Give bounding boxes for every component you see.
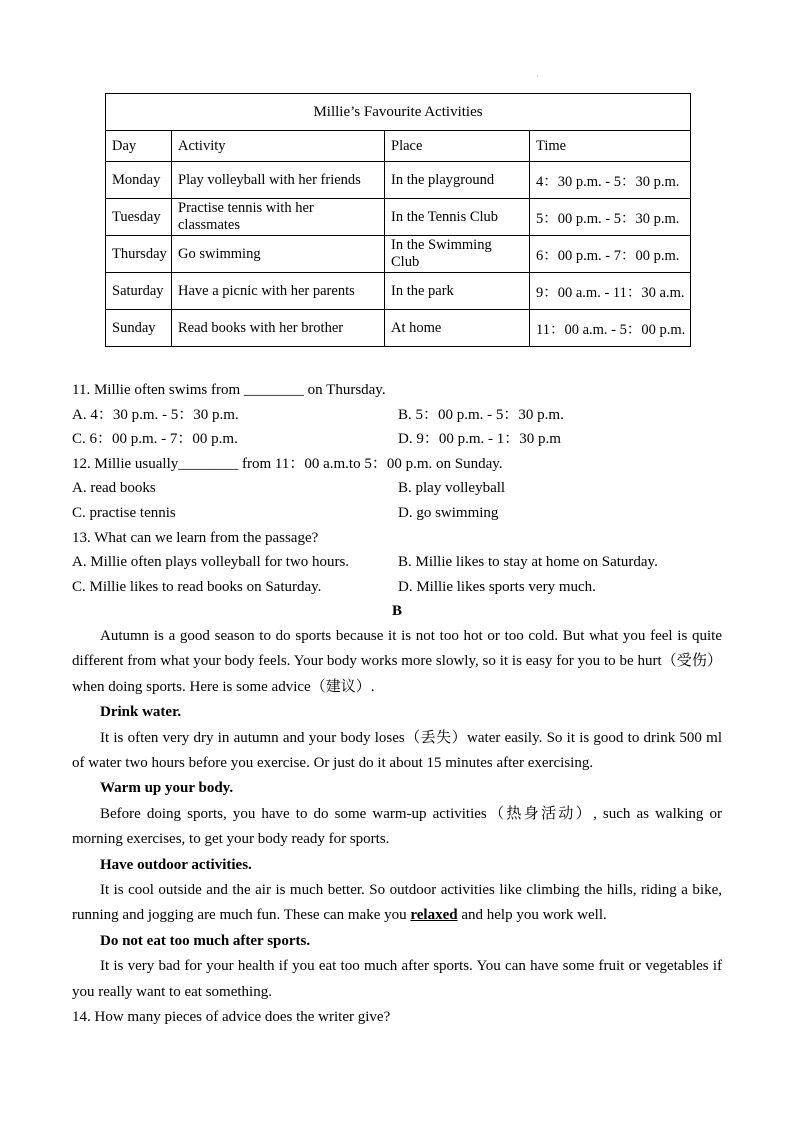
table-row-sunday xyxy=(106,310,691,347)
question-12-option-d: D. go swimming xyxy=(398,504,499,521)
table-cell: Go swimming xyxy=(172,236,385,273)
table-cell: In the park xyxy=(385,273,530,310)
table-header-day: Day xyxy=(106,131,172,162)
question-13-option-b: B. Millie likes to stay at home on Saturday. xyxy=(398,554,658,571)
table-cell: Monday xyxy=(106,162,172,199)
table-cell: 6：00 p.m. - 7：00 p.m. xyxy=(530,236,691,273)
question-11-option-d: D. 9：00 p.m. - 1：30 p.m xyxy=(398,431,561,448)
table-cell: Thursday xyxy=(106,236,172,273)
table-row-monday xyxy=(106,162,691,199)
table-cell: 4：30 p.m. - 5：30 p.m. xyxy=(530,162,691,199)
tip-body-warm-up: Before doing sports, you have to do some warm-up activities（热身活动）, such as walking or morning exercises, to get your body ready for sports. xyxy=(72,805,722,848)
question-13-option-c: C. Millie likes to read books on Saturday. xyxy=(72,578,322,595)
table-header-time: Time xyxy=(530,131,691,162)
table-cell: At home xyxy=(385,310,530,347)
tip-body-outdoor xyxy=(72,878,722,929)
question-13-stem: 13. What can we learn from the passage? xyxy=(72,529,319,546)
table-header-row xyxy=(106,131,691,162)
table-row-saturday xyxy=(106,273,691,310)
table-title: Millie’s Favourite Activities xyxy=(106,94,691,131)
table-cell: Play volleyball with her friends xyxy=(172,162,385,199)
table-header-place: Place xyxy=(385,131,530,162)
question-12-option-c: C. practise tennis xyxy=(72,504,176,521)
table-cell: Practise tennis with her classmates xyxy=(172,199,385,236)
question-13-options-ab xyxy=(72,550,722,575)
reading-passage-b xyxy=(72,624,722,1031)
questions-section xyxy=(72,378,722,599)
question-12-option-b: B. play volleyball xyxy=(398,480,506,497)
table-cell: Tuesday xyxy=(106,199,172,236)
question-12-options-cd xyxy=(72,501,722,526)
tip-body-outdoor-after: and help you work well. xyxy=(457,907,607,924)
question-13-option-a: A. Millie often plays volleyball for two hours. xyxy=(72,554,350,571)
question-13-option-d: D. Millie likes sports very much. xyxy=(398,578,596,595)
question-13-options-cd xyxy=(72,575,722,600)
tip-heading-do-not-eat: Do not eat too much after sports. xyxy=(100,932,311,949)
table-cell: In the Tennis Club xyxy=(385,199,530,236)
question-11-option-a: A. 4：30 p.m. - 5：30 p.m. xyxy=(72,406,239,423)
tip-body-outdoor-before: It is cool outside and the air is much better. So outdoor activities like climbing the hills, riding a bike, running and jogging are much fun. These can make you xyxy=(72,882,722,924)
table-cell: Sunday xyxy=(106,310,172,347)
table-row-thursday xyxy=(106,236,691,273)
table-cell: In the Swimming Club xyxy=(385,236,530,273)
activities-table xyxy=(105,93,691,347)
table-row-tuesday xyxy=(106,199,691,236)
stray-mark: · xyxy=(536,72,540,83)
question-12-option-a: A. read books xyxy=(72,480,156,497)
table-cell: 5：00 p.m. - 5：30 p.m. xyxy=(530,199,691,236)
highlighted-word-relaxed: relaxed xyxy=(410,907,458,924)
tip-heading-outdoor: Have outdoor activities. xyxy=(100,856,252,873)
question-11-options-ab xyxy=(72,403,722,428)
question-11-stem: 11. Millie often swims from ________ on Thursday. xyxy=(72,382,386,398)
question-12-stem: 12. Millie usually________ from 11：00 a.m.to 5：00 p.m. on Sunday. xyxy=(72,455,503,472)
tip-heading-warm-up: Warm up your body. xyxy=(100,780,234,797)
table-cell: 9：00 a.m. - 11：30 a.m. xyxy=(530,273,691,310)
table-header-activity: Activity xyxy=(172,131,385,162)
passage-intro: Autumn is a good season to do sports because it is not too hot or too cold. But what you feel is quite different from what your body feels. Your body works more slowly, so it is easy for you to be hurt（受伤）when doing sports. Here is some advice（建议）. xyxy=(72,627,722,695)
question-12-options-ab xyxy=(72,476,722,501)
table-cell: 11：00 a.m. - 5：00 p.m. xyxy=(530,310,691,347)
table-cell: Saturday xyxy=(106,273,172,310)
section-b-label: B xyxy=(391,603,402,620)
table-cell: In the playground xyxy=(385,162,530,199)
tip-body-drink-water: It is often very dry in autumn and your body loses（丢失）water easily. So it is good to drink 500 ml of water two hours before you exercise. Or just do it about 15 minutes after exercising. xyxy=(72,729,722,771)
tip-body-do-not-eat: It is very bad for your health if you eat too much after sports. You can have some fruit or vegetables if you really want to eat something. xyxy=(72,958,722,1000)
question-11-option-c: C. 6：00 p.m. - 7：00 p.m. xyxy=(72,431,238,448)
table-title-row xyxy=(106,94,691,131)
question-11-option-b: B. 5：00 p.m. - 5：30 p.m. xyxy=(398,406,564,423)
table-cell: Have a picnic with her parents xyxy=(172,273,385,310)
table-cell: Read books with her brother xyxy=(172,310,385,347)
question-11-options-cd xyxy=(72,427,722,452)
main-text-column xyxy=(72,378,722,1030)
question-14-stem: 14. How many pieces of advice does the writer give? xyxy=(72,1009,391,1026)
tip-heading-drink-water: Drink water. xyxy=(100,704,182,721)
